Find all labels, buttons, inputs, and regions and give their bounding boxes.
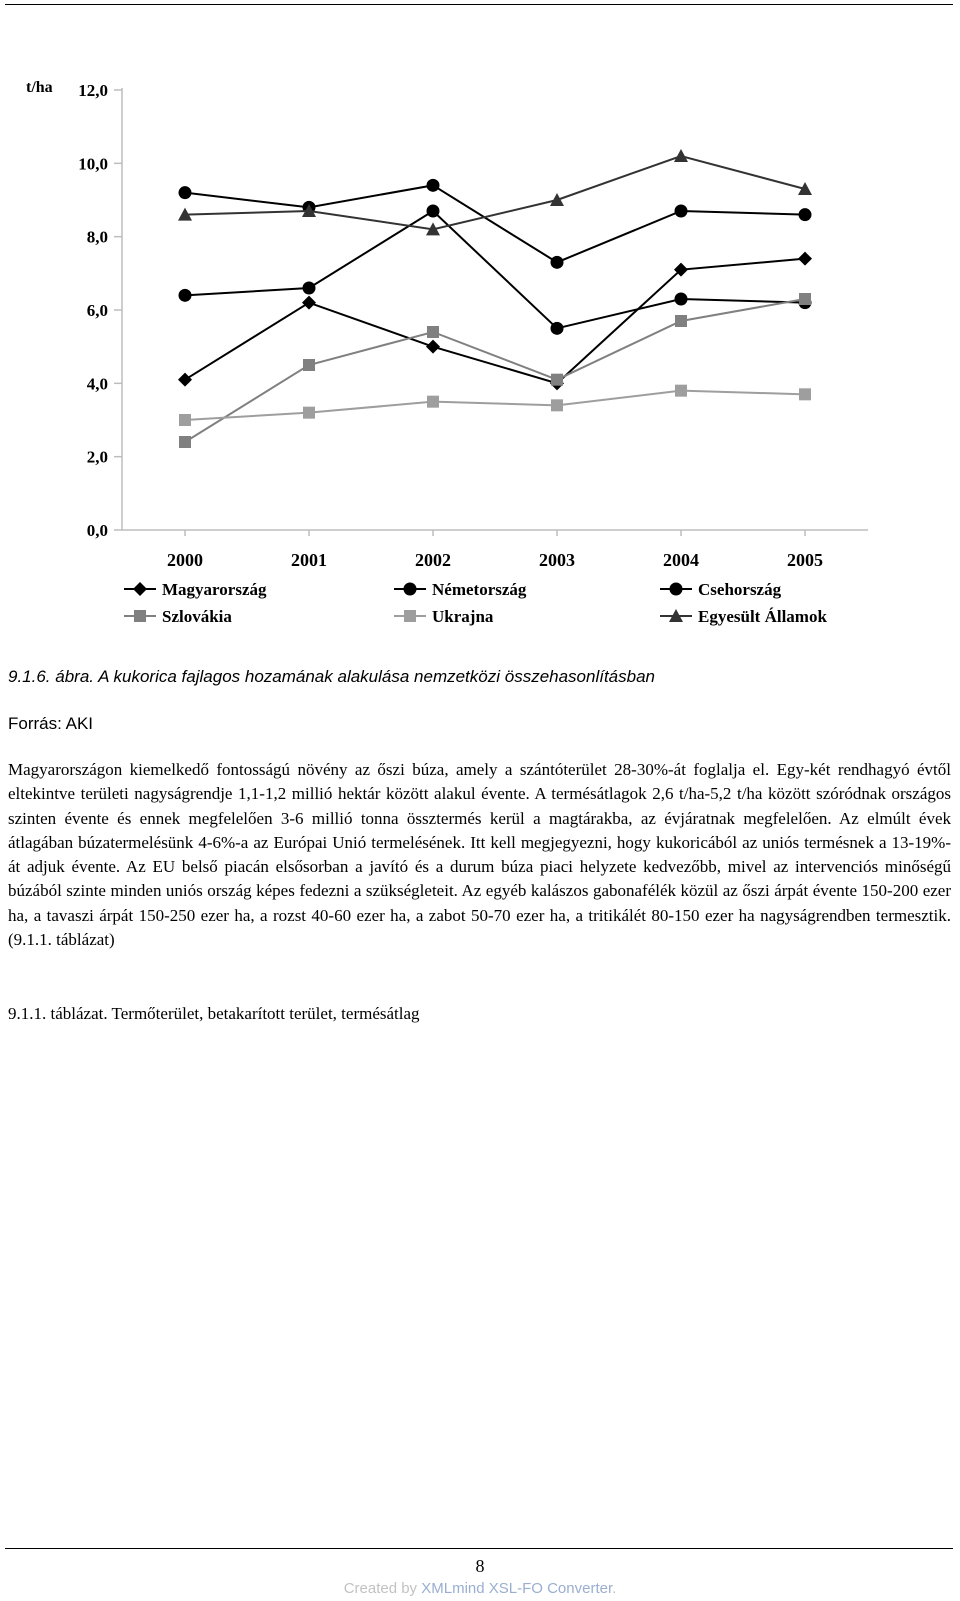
data-point-magyarorszag [302, 296, 316, 310]
data-point-nemetorszag [675, 293, 688, 306]
data-point-csehorszag [551, 256, 564, 269]
page-number: 8 [475, 1556, 485, 1576]
y-tick-label: 0,0 [86, 521, 108, 540]
x-tick-label: 2002 [415, 550, 451, 570]
data-point-nemetorszag [551, 322, 564, 335]
legend-label: Magyarország [162, 580, 267, 599]
data-point-nemetorszag [179, 289, 192, 302]
figure-source: Forrás: AKI [8, 714, 94, 733]
data-point-egyesult-allamok [550, 193, 564, 206]
data-point-ukrajna [303, 407, 315, 419]
legend-swatch-marker [670, 583, 683, 596]
yield-line-chart [0, 60, 960, 660]
legend-item-szlovakia [124, 607, 232, 626]
footer-prefix: Created by [343, 1580, 422, 1597]
data-point-szlovakia [551, 374, 563, 386]
series-magyarorszag [178, 252, 812, 391]
x-tick-label: 2005 [787, 550, 823, 570]
data-point-magyarorszag [426, 340, 440, 354]
series-line-magyarorszag [185, 259, 805, 384]
y-tick-label: 8,0 [86, 227, 108, 247]
data-point-csehorszag [799, 208, 812, 221]
body-paragraph: Magyarországon kiemelkedő fontosságú növény az őszi búza, amely a szántóterület 28-30%-át foglalja el. Egy-két rendhagyó évtől eltekintve területi nagyságrendje 1,1-1,2 millió hektár között alakul évente. A termésátlagok 2,6 t/ha-5,2 t/ha között szóródnak országos szinten évente és ennek megfelelően 3-6 millió tonna össztermés kerül a magtárakba, az évjáratnak megfelelően. Az elmúlt évek átlagában búzatermelésünk 4-6%-a az Európai Unió termelésének. Itt kell megjegyezni, hogy kukoricából az uniós termésnek a 13-19%-át adjuk évente. Az EU belső piacán elsősorban a javító és a durum búza piaci helyzete kedvezőbb, mivel az intervenciós minőségű búzából szinte minden uniós ország képes fedezni a szükségleteit. Az egyéb kalászos gabonafélék közül az őszi árpát évente 150-200 ezer ha, a tavaszi árpát 150-250 ezer ha, a rozst 40-60 ezer ha, a zabot 50-70 ezer ha, a tritikálét 80-150 ezer ha nagyságrendben termesztik. (9.1.1. táblázat) [8, 760, 951, 950]
legend-label: Németország [432, 580, 527, 599]
x-tick-label: 2001 [291, 550, 327, 570]
y-tick-label: 2,0 [86, 447, 108, 467]
data-point-nemetorszag [427, 205, 440, 218]
bottom-rule [5, 1548, 953, 1549]
legend-label: Csehország [698, 580, 782, 599]
y-tick-label: 10,0 [78, 154, 108, 174]
legend-label: Szlovákia [162, 607, 232, 626]
table-caption: 9.1.1. táblázat. Termőterület, betakarított terület, termésátlag [8, 1004, 420, 1023]
y-tick-label: 6,0 [86, 301, 108, 320]
legend-item-magyarorszag [124, 580, 267, 599]
data-point-szlovakia [427, 326, 439, 338]
x-tick-label: 2003 [539, 550, 575, 570]
data-point-csehorszag [179, 186, 192, 199]
data-point-csehorszag [427, 179, 440, 192]
footer-credit [0, 1580, 960, 1597]
footer-brand-link[interactable]: XMLmind XSL-FO Converter [421, 1580, 613, 1597]
data-point-szlovakia [303, 359, 315, 371]
data-point-szlovakia [179, 436, 191, 448]
data-point-nemetorszag [303, 282, 316, 295]
legend-item-ukrajna [394, 607, 494, 626]
legend-label: Ukrajna [432, 607, 494, 626]
data-point-csehorszag [675, 205, 688, 218]
series-line-egyesult-allamok [185, 156, 805, 229]
data-point-szlovakia [799, 293, 811, 305]
series-ukrajna [179, 385, 811, 426]
y-axis-label: t/ha [26, 79, 53, 96]
figure-caption: 9.1.6. ábra. A kukorica fajlagos hozamának alakulása nemzetközi összehasonlításban [8, 667, 656, 686]
y-tick-label: 4,0 [86, 374, 108, 394]
footer-suffix: . [612, 1580, 617, 1597]
legend-item-csehorszag [660, 580, 782, 599]
x-tick-label: 2000 [167, 550, 203, 570]
series-csehorszag [179, 179, 812, 269]
top-rule [5, 4, 953, 5]
series-line-ukrajna [185, 391, 805, 420]
data-point-magyarorszag [798, 252, 812, 266]
data-point-szlovakia [675, 315, 687, 327]
data-point-ukrajna [551, 399, 563, 411]
data-point-ukrajna [799, 388, 811, 400]
series-line-szlovakia [185, 299, 805, 442]
legend-swatch-marker [133, 582, 147, 596]
series-line-nemetorszag [185, 211, 805, 328]
data-point-magyarorszag [178, 373, 192, 387]
legend-swatch-marker [134, 610, 146, 622]
legend-item-egyesult-allamok [660, 607, 827, 626]
series-line-csehorszag [185, 185, 805, 262]
legend-swatch-marker [404, 583, 417, 596]
series-szlovakia [179, 293, 811, 448]
data-point-egyesult-allamok [674, 149, 688, 162]
legend-swatch-marker [404, 610, 416, 622]
legend-item-nemetorszag [394, 580, 527, 599]
legend-label: Egyesült Államok [698, 607, 827, 626]
data-point-ukrajna [179, 414, 191, 426]
data-point-ukrajna [675, 385, 687, 397]
series-egyesult-allamok [178, 149, 812, 235]
data-point-ukrajna [427, 396, 439, 408]
x-tick-label: 2004 [663, 550, 699, 570]
y-tick-label: 12,0 [78, 81, 108, 100]
